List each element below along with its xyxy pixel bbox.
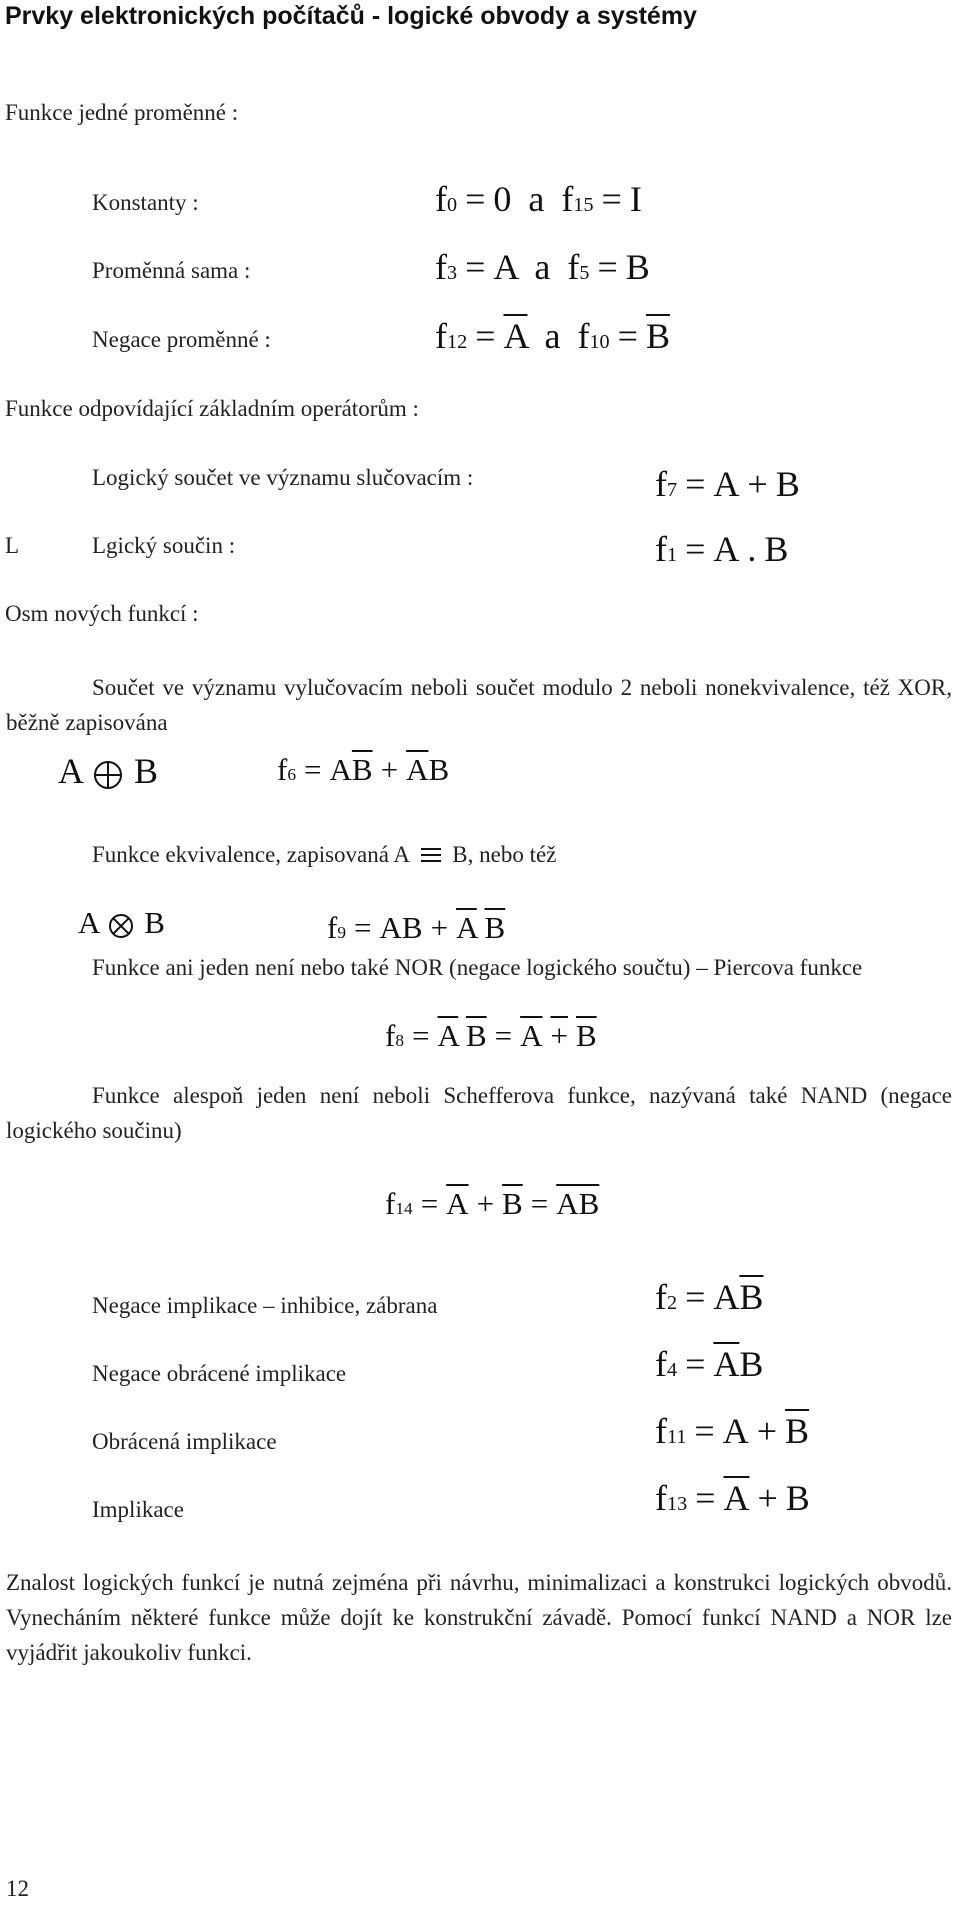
paragraph-nor bbox=[6, 950, 952, 985]
label-logical-product: Lgický součin : bbox=[92, 533, 236, 558]
subscript: 15 bbox=[573, 194, 594, 216]
plus-symbol: + bbox=[476, 1186, 495, 1221]
var-a: A bbox=[713, 529, 740, 569]
var-b: B bbox=[625, 247, 650, 287]
formula-variable bbox=[435, 246, 650, 288]
label-reverse-implication: Obrácená implikace bbox=[92, 1429, 277, 1454]
eq-symbol: = bbox=[530, 1186, 549, 1221]
formula-f8 bbox=[385, 1018, 597, 1054]
var-b-negated: $\overline{B}$ bbox=[739, 1277, 764, 1317]
formula-constants bbox=[435, 178, 642, 220]
otimes-icon bbox=[106, 911, 136, 941]
equivalence-text-b: B, nebo též bbox=[452, 842, 557, 867]
formula-f11 bbox=[655, 1410, 809, 1452]
var-a-negated: $\overline{A}$ bbox=[723, 1478, 750, 1518]
f-symbol: f bbox=[385, 1186, 396, 1221]
var-b: B bbox=[575, 1018, 597, 1053]
plus-symbol: + bbox=[380, 752, 399, 787]
and-word: a bbox=[544, 316, 561, 356]
var-b-negated: $\overline{B}$ bbox=[465, 1018, 487, 1053]
var-a-negated: $\overline{A}$ bbox=[406, 752, 429, 787]
eq-symbol: = bbox=[685, 529, 706, 569]
subscript: 2 bbox=[667, 1292, 678, 1314]
eq-symbol: = bbox=[304, 752, 322, 787]
var-a: A bbox=[78, 905, 99, 940]
subscript: 6 bbox=[287, 765, 297, 784]
plus-symbol: + bbox=[430, 910, 449, 945]
eq-symbol: = bbox=[685, 1344, 706, 1384]
eq-symbol: = bbox=[412, 1018, 430, 1053]
f-symbol: f bbox=[435, 179, 447, 219]
label-negated-implication: Negace implikace – inhibice, zábrana bbox=[92, 1293, 438, 1318]
var-b: B bbox=[134, 751, 159, 791]
paragraph-nand bbox=[6, 1078, 952, 1148]
paragraph-equivalence bbox=[92, 842, 556, 868]
eq-symbol: = bbox=[601, 179, 622, 219]
equivalence-text-a: Funkce ekvivalence, zapisovaná A bbox=[92, 842, 409, 867]
f-symbol: f bbox=[655, 1478, 667, 1518]
formula-f9 bbox=[327, 910, 505, 946]
eq-symbol: = bbox=[465, 179, 486, 219]
oplus-icon bbox=[91, 758, 125, 792]
paragraph-xor bbox=[6, 670, 952, 740]
paragraph-conclusion: Znalost logických funkcí je nutná zejména při návrhu, minimalizaci a konstrukci logických obvodů. Vynecháním některé funkce může dojít ke konstrukční závadě. Pomocí funkcí NAND a NOR lze vyjádřit jakoukoliv funkci. bbox=[6, 1570, 952, 1665]
formula-negation bbox=[435, 315, 670, 357]
var-b: B bbox=[144, 905, 165, 940]
eq-symbol: = bbox=[695, 1478, 716, 1518]
subscript: 11 bbox=[667, 1426, 687, 1448]
f-symbol: f bbox=[277, 752, 288, 787]
var-b: B bbox=[775, 464, 800, 504]
and-word: a bbox=[528, 179, 545, 219]
label-logical-sum: Logický součet ve významu slučovacím : bbox=[92, 465, 474, 490]
negated-sum bbox=[520, 1018, 597, 1053]
var-a: A bbox=[329, 752, 352, 787]
subscript: 3 bbox=[447, 262, 458, 284]
subscript: 9 bbox=[337, 923, 347, 942]
plus-symbol: + bbox=[756, 1411, 778, 1451]
paragraph-xor-text: Součet ve významu vylučovacím neboli součet modulo 2 neboli nonekvivalence, též XOR, běžně zapisována bbox=[6, 675, 952, 735]
section-basic-operators: Funkce odpovídající základním operátorům : bbox=[5, 396, 419, 421]
stray-letter: L bbox=[5, 533, 20, 558]
subscript: 7 bbox=[667, 479, 678, 501]
f-symbol: f bbox=[561, 179, 574, 219]
eq-symbol: = bbox=[694, 1411, 715, 1451]
subscript: 14 bbox=[395, 1199, 413, 1218]
var-a: A bbox=[58, 751, 83, 791]
formula-f2 bbox=[655, 1276, 763, 1318]
eq-symbol: = bbox=[685, 464, 706, 504]
f-symbol: f bbox=[655, 1411, 667, 1451]
f-symbol: f bbox=[655, 1277, 667, 1317]
subscript: 10 bbox=[589, 331, 610, 353]
var-b: B bbox=[428, 752, 450, 787]
label-negation: Negace proměnné : bbox=[92, 327, 271, 352]
f-symbol: f bbox=[435, 316, 447, 356]
var-b: B bbox=[739, 1344, 764, 1384]
section-eight-functions: Osm nových funkcí : bbox=[5, 601, 199, 626]
label-negated-reverse-implication: Negace obrácené implikace bbox=[92, 1361, 347, 1386]
f-symbol: f bbox=[567, 247, 580, 287]
subscript: 0 bbox=[447, 194, 458, 216]
var-ab: AB bbox=[379, 910, 423, 945]
var-b-negated: $\overline{B}$ bbox=[351, 752, 373, 787]
plus-symbol: + bbox=[550, 1018, 568, 1053]
subscript: 13 bbox=[667, 1493, 688, 1515]
var-a-negated: $\overline{A}$ bbox=[713, 1344, 740, 1384]
formula-f6 bbox=[277, 752, 449, 788]
dot-symbol: . bbox=[747, 529, 757, 569]
formula-logical-product bbox=[655, 528, 788, 570]
var-a-negated: $\overline{A}$ bbox=[503, 316, 528, 356]
var-b-negated: $\overline{B}$ bbox=[502, 1186, 523, 1221]
eq-symbol: = bbox=[475, 316, 496, 356]
f-symbol: f bbox=[577, 316, 590, 356]
paragraph-nand-text: Funkce alespoň jeden není neboli Schefferova funkce, nazývaná také NAND (negace logického součinu) bbox=[6, 1083, 952, 1143]
subscript: 12 bbox=[447, 331, 468, 353]
paragraph-nor-text: Funkce ani jeden není nebo také NOR (negace logického součtu) – Piercova funkce bbox=[92, 955, 863, 980]
f-symbol: f bbox=[655, 464, 667, 504]
var-a: A bbox=[493, 247, 518, 287]
subscript: 5 bbox=[579, 262, 590, 284]
var-a: A bbox=[713, 1277, 740, 1317]
var-a: A bbox=[722, 1411, 749, 1451]
page-number: 12 bbox=[6, 1876, 29, 1901]
f-symbol: f bbox=[655, 1344, 667, 1384]
eq-symbol: = bbox=[685, 1277, 706, 1317]
f-symbol: f bbox=[655, 529, 667, 569]
eq-symbol: = bbox=[465, 247, 486, 287]
formula-f4 bbox=[655, 1343, 763, 1385]
const-zero: 0 bbox=[493, 179, 512, 219]
formula-equiv-symbol bbox=[78, 905, 165, 941]
f-symbol: f bbox=[327, 910, 338, 945]
eq-symbol: = bbox=[420, 1186, 439, 1221]
label-constants: Konstanty : bbox=[92, 190, 199, 215]
var-b-negated: $\overline{B}$ bbox=[484, 910, 506, 945]
var-b-negated: $\overline{B}$ bbox=[785, 1411, 810, 1451]
subscript: 4 bbox=[667, 1359, 678, 1381]
plus-symbol: + bbox=[747, 464, 768, 504]
formula-logical-sum bbox=[655, 463, 800, 505]
label-variable: Proměnná sama : bbox=[92, 258, 251, 283]
var-ab-negated: $\overline{AB}$ bbox=[556, 1186, 600, 1221]
plus-symbol: + bbox=[757, 1478, 778, 1518]
eq-symbol: = bbox=[597, 247, 618, 287]
label-implication: Implikace bbox=[92, 1497, 184, 1522]
formula-xor-symbol bbox=[58, 750, 158, 792]
var-a-negated: $\overline{A}$ bbox=[437, 1018, 459, 1053]
subscript: 1 bbox=[667, 544, 678, 566]
var-a: A bbox=[520, 1018, 543, 1053]
section-single-variable: Funkce jedné proměnné : bbox=[5, 100, 239, 125]
var-b-negated: $\overline{B}$ bbox=[645, 316, 670, 356]
eq-symbol: = bbox=[494, 1018, 513, 1053]
var-b: B bbox=[785, 1478, 810, 1518]
var-b: B bbox=[764, 529, 789, 569]
eq-symbol: = bbox=[617, 316, 638, 356]
and-word: a bbox=[534, 247, 551, 287]
page-title: Prvky elektronických počítačů - logické obvody a systémy bbox=[5, 2, 697, 30]
var-a-negated: $\overline{A}$ bbox=[456, 910, 477, 945]
eq-symbol: = bbox=[354, 910, 372, 945]
f-symbol: f bbox=[435, 247, 447, 287]
formula-f14 bbox=[385, 1186, 599, 1222]
var-a-negated: $\overline{A}$ bbox=[446, 1186, 469, 1221]
f-symbol: f bbox=[385, 1018, 396, 1053]
formula-f13 bbox=[655, 1477, 810, 1519]
const-one: I bbox=[629, 179, 642, 219]
subscript: 8 bbox=[395, 1031, 405, 1050]
equiv-icon bbox=[419, 846, 443, 864]
var-a: A bbox=[713, 464, 740, 504]
